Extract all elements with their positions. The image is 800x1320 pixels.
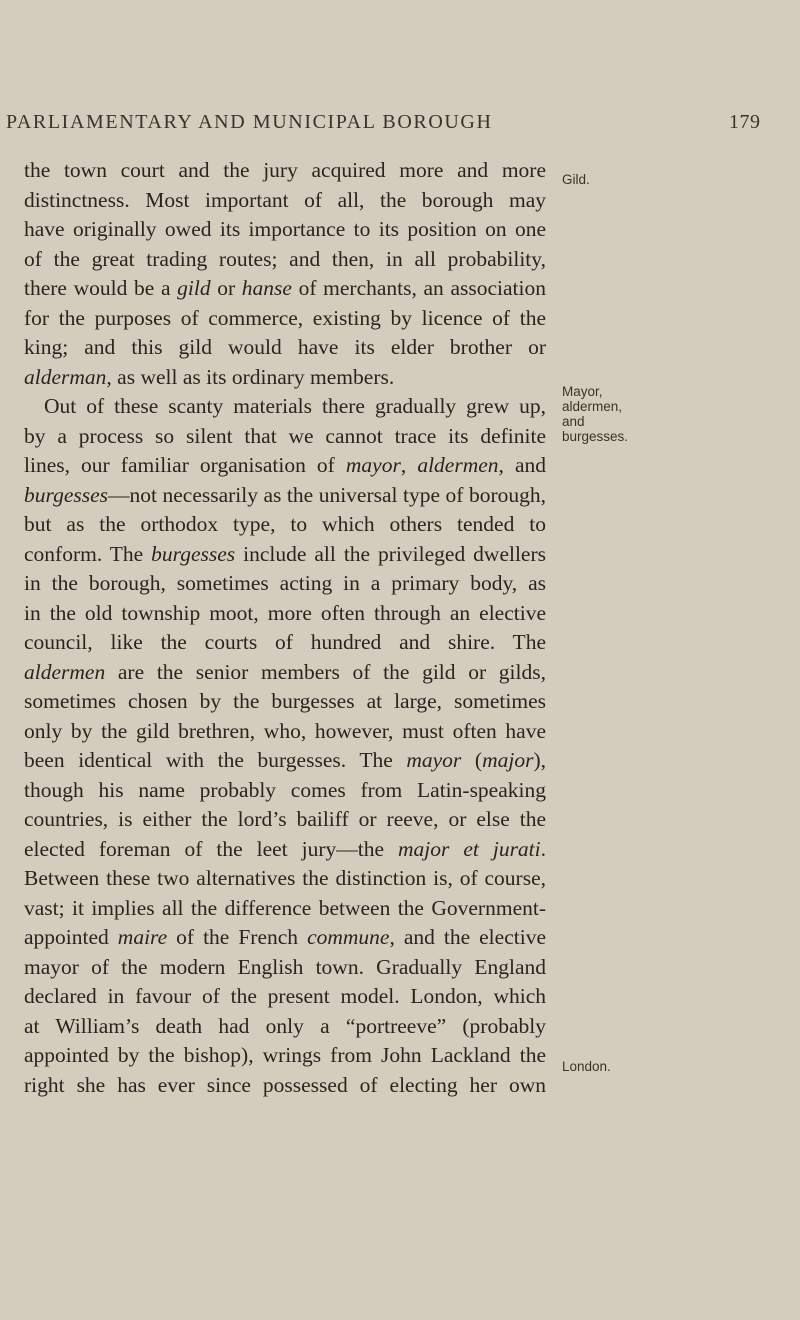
text-line: [24, 245, 546, 275]
text-line: [24, 481, 546, 511]
running-head-title: PARLIAMENTARY AND MUNICIPAL BOROUGH: [6, 111, 493, 133]
italic-term: alderman: [24, 364, 107, 389]
text-run: conform. The: [24, 541, 152, 566]
margin-note-gild-text: Gild.: [562, 172, 590, 187]
text-run: vast; it implies all the difference between the Government-: [24, 895, 546, 920]
text-run: in the borough, sometimes acting in a primary body, as: [24, 571, 546, 595]
margin-note-mayor-line-1: Mayor,: [562, 384, 603, 399]
text-line: [24, 451, 546, 481]
text-run: council, like the courts of hundred and shire. The: [24, 630, 546, 654]
margin-note-mayor-line-4: burgesses.: [562, 429, 629, 444]
margin-note-mayor-aldermen-burgesses: [562, 384, 642, 444]
text-line: [24, 510, 546, 540]
page-number: 179: [729, 111, 761, 133]
margin-note-london-text: London.: [562, 1059, 611, 1074]
text-run: but as the orthodox type, to which others tended to: [24, 512, 546, 536]
text-run: Between these two alternatives the distinction is, of course,: [24, 866, 546, 890]
text-run: include all the privileged dwellers: [235, 541, 547, 566]
text-run: , as well as its ordinary members.: [106, 364, 395, 389]
italic-term: commune: [307, 925, 390, 949]
text-line: [24, 717, 546, 747]
text-line: [24, 982, 546, 1012]
text-line: [24, 363, 546, 393]
text-run: declared in favour of the present model. London, which: [24, 984, 546, 1008]
text-line: [24, 1041, 546, 1071]
text-run: the town court and the jury acquired more and more: [24, 158, 546, 182]
text-line: [24, 422, 546, 452]
text-line: [24, 156, 546, 186]
italic-term: hanse: [241, 276, 292, 300]
text-run: of merchants, an association: [291, 276, 546, 300]
text-line: [24, 274, 546, 304]
text-line: [24, 215, 546, 245]
text-line: [24, 392, 546, 422]
margin-note-london: [562, 1059, 642, 1074]
text-run: ),: [533, 748, 546, 772]
text-run: king; and this gild would have its elder brother or: [24, 335, 546, 359]
text-run: by a process so silent that we cannot trace its definite: [24, 423, 546, 448]
italic-term: mayor: [345, 453, 401, 477]
text-run: of the great trading routes; and then, in all probability,: [24, 246, 546, 271]
text-run: lines, our familiar organisation of: [24, 453, 346, 477]
text-line: [24, 658, 546, 688]
text-run: , and the elective: [389, 925, 546, 949]
text-run: countries, is either the lord’s bailiff or reeve, or else the: [24, 807, 546, 831]
text-line: [24, 864, 546, 894]
text-line: [24, 540, 546, 570]
text-line: [24, 333, 546, 363]
margin-note-mayor-line-2: aldermen,: [562, 399, 623, 414]
text-line: [24, 687, 546, 717]
text-line: [24, 805, 546, 835]
text-run: or: [210, 276, 242, 300]
text-line: [24, 894, 546, 924]
text-run: distinctness. Most important of all, the borough may: [24, 187, 546, 212]
text-run: , and: [498, 453, 547, 477]
italic-term: aldermen: [24, 659, 106, 684]
italic-term: major: [482, 748, 534, 772]
margin-note-gild: [562, 172, 642, 187]
body-text: [24, 156, 546, 1100]
text-run: ,: [400, 453, 418, 477]
text-run: only by the gild brethren, who, however, must often have: [24, 718, 546, 743]
text-run: —not necessarily as the universal type of borough,: [108, 482, 546, 507]
text-line: [24, 599, 546, 629]
text-line: [24, 923, 546, 953]
text-run: .: [540, 836, 547, 861]
italic-term: burgesses: [24, 482, 109, 507]
text-line: [24, 1012, 546, 1042]
text-line: [24, 304, 546, 334]
text-line: [24, 1071, 546, 1101]
italic-term: aldermen: [417, 453, 499, 477]
text-line: [24, 628, 546, 658]
text-line: [24, 186, 546, 216]
text-run: Out of these scanty materials there gradually grew up,: [44, 394, 546, 418]
text-line: [24, 776, 546, 806]
text-run: been identical with the burgesses. The: [24, 748, 407, 772]
text-run: are the senior members of the gild or gilds,: [105, 659, 546, 684]
text-run: appointed: [24, 925, 118, 949]
italic-term: maire: [117, 925, 168, 949]
text-run: in the old township moot, more often through an elective: [24, 600, 546, 625]
italic-term: burgesses: [151, 541, 236, 566]
text-run: mayor of the modern English town. Gradually England: [24, 954, 546, 979]
text-run: appointed by the bishop), wrings from John Lackland the: [24, 1043, 546, 1067]
text-run: have originally owed its importance to its position on one: [24, 217, 546, 241]
margin-note-mayor-line-3: and: [562, 414, 585, 429]
text-line: [24, 953, 546, 983]
italic-term: mayor: [406, 748, 462, 772]
text-line: [24, 569, 546, 599]
text-run: there would be a: [24, 276, 178, 300]
text-run: elected foreman of the leet jury—the: [24, 836, 398, 861]
text-run: sometimes chosen by the burgesses at large, sometimes: [24, 689, 546, 713]
text-run: of the French: [167, 925, 308, 949]
text-run: (: [461, 748, 483, 772]
text-line: [24, 746, 546, 776]
text-run: at William’s death had only a “portreeve” (probably: [24, 1013, 546, 1038]
italic-term: gild: [177, 276, 211, 300]
text-run: though his name probably comes from Latin-speaking: [24, 777, 546, 802]
text-run: for the purposes of commerce, existing by licence of the: [24, 305, 546, 330]
italic-term: major et jurati: [398, 836, 541, 861]
text-line: [24, 835, 546, 865]
text-run: right she has ever since possessed of electing her own: [24, 1072, 546, 1097]
